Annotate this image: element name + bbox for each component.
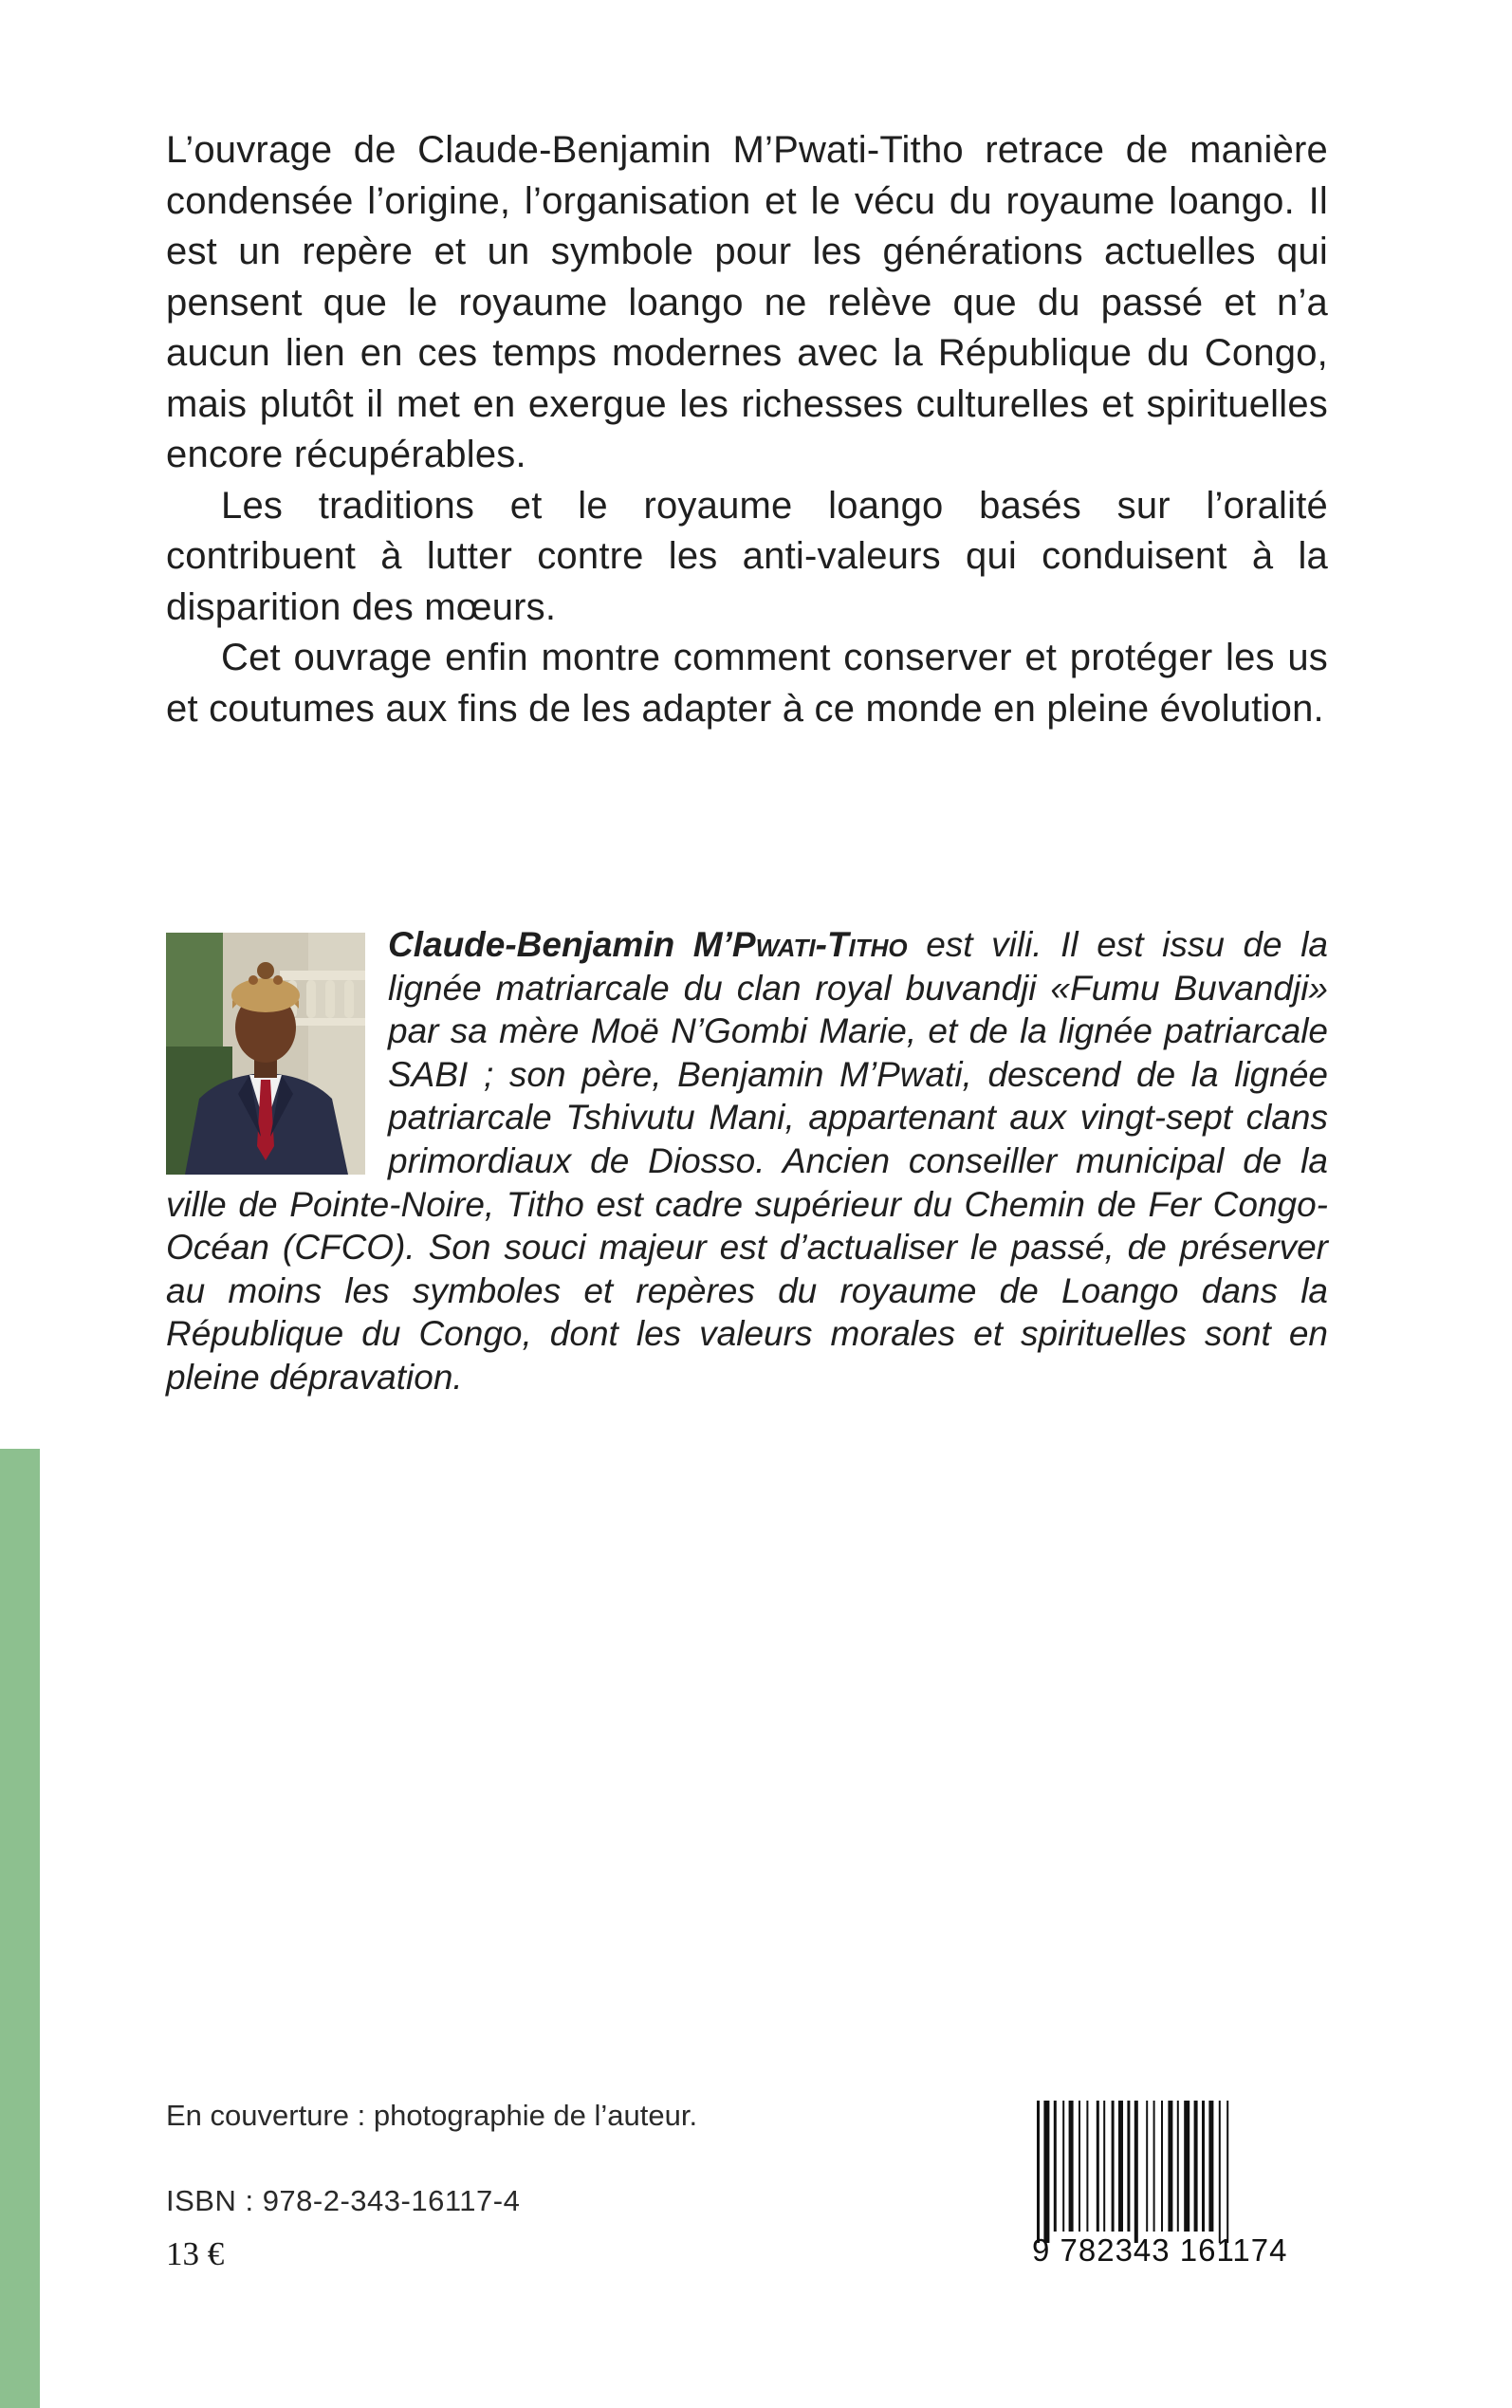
barcode-bar: [1079, 2101, 1080, 2232]
barcode-bar: [1146, 2101, 1148, 2232]
barcode-bar: [1062, 2101, 1064, 2232]
barcode-bar: [1202, 2101, 1205, 2232]
barcode-bar: [1118, 2101, 1123, 2232]
barcode-bar: [1161, 2101, 1163, 2232]
barcode-bar: [1177, 2101, 1179, 2232]
blurb-paragraph-2: Les traditions et le royaume loango basés sur l’oralité contribuent à lutter contre les anti-valeurs qui conduisent à la disparition des mœurs.: [166, 484, 1328, 628]
cover-photo-credit: En couverture : photographie de l’auteur.: [166, 2099, 698, 2132]
barcode-bar: [1134, 2101, 1138, 2243]
barcode-bar: [1112, 2101, 1115, 2232]
barcode-digits: 9 782343 161174: [1032, 2232, 1288, 2268]
price: 13 €: [166, 2235, 225, 2272]
author-name-first: Claude-Benjamin M’: [388, 925, 732, 964]
isbn: ISBN : 978-2-343-16117-4: [166, 2184, 521, 2217]
barcode-bar: [1103, 2101, 1105, 2232]
barcode-bar: [1097, 2101, 1099, 2232]
blurb-paragraph-3: Cet ouvrage enfin montre comment conserver et protéger les us et coutumes aux fins de les adapter à ce monde en pleine évolution.: [166, 637, 1328, 730]
barcode-bar: [1153, 2101, 1155, 2232]
green-spine-band: [0, 1449, 40, 2408]
barcode-bar: [1208, 2101, 1213, 2232]
author-bio-text: est vili. Il est issu de la lignée matriarcale du clan royal buvandji «Fumu Buvandji» par sa mère Moë N’Gombi Marie, et de la lignée patriarcale SABI ; son père, Benjamin M’Pwati, descend de la lignée patriarcale Tshivutu Mani, appartenant aux vingt-sept clans primordiaux de Diosso. Ancien conseiller municipal de la ville de Pointe-Noire, Titho est cadre supérieur du Chemin de Fer Congo-Océan (CFCO). Son souci majeur est d’actualiser le passé, de préserver au moins les symboles et repères du royaume de Loango dans la République du Congo, dont les valeurs morales et spirituelles sont en pleine dépravation.: [166, 925, 1328, 1397]
barcode-bar: [1226, 2101, 1228, 2243]
barcode-bar: [1086, 2101, 1088, 2232]
barcode-bar: [1037, 2101, 1040, 2243]
barcode-bar: [1194, 2101, 1198, 2232]
blurb-paragraph-1: L’ouvrage de Claude-Benjamin M’Pwati-Titho retrace de manière condensée l’origine, l’organisation et le vécu du royaume loango. Il est un repère et un symbole pour les générations actuelles qui pensent que le royaume loango ne relève que du passé et n’a aucun lien en ces temps modernes avec la République du Congo, mais plutôt il met en exergue les richesses culturelles et spirituelles encore récupérables.: [166, 129, 1328, 475]
barcode-bar: [1127, 2101, 1130, 2232]
author-bio: [166, 923, 1328, 1399]
back-cover-blurb: [166, 125, 1328, 734]
barcode-bar: [1054, 2101, 1057, 2232]
barcode-bar: [1043, 2101, 1049, 2243]
barcode-bar: [1069, 2101, 1074, 2232]
barcode-bar: [1219, 2101, 1221, 2243]
barcode-bar: [1184, 2101, 1189, 2232]
author-name: [388, 925, 908, 964]
barcode-bar: [1168, 2101, 1172, 2232]
photo-float-spacer: [166, 923, 388, 1182]
author-name-last: Pwati-Titho: [731, 925, 908, 964]
